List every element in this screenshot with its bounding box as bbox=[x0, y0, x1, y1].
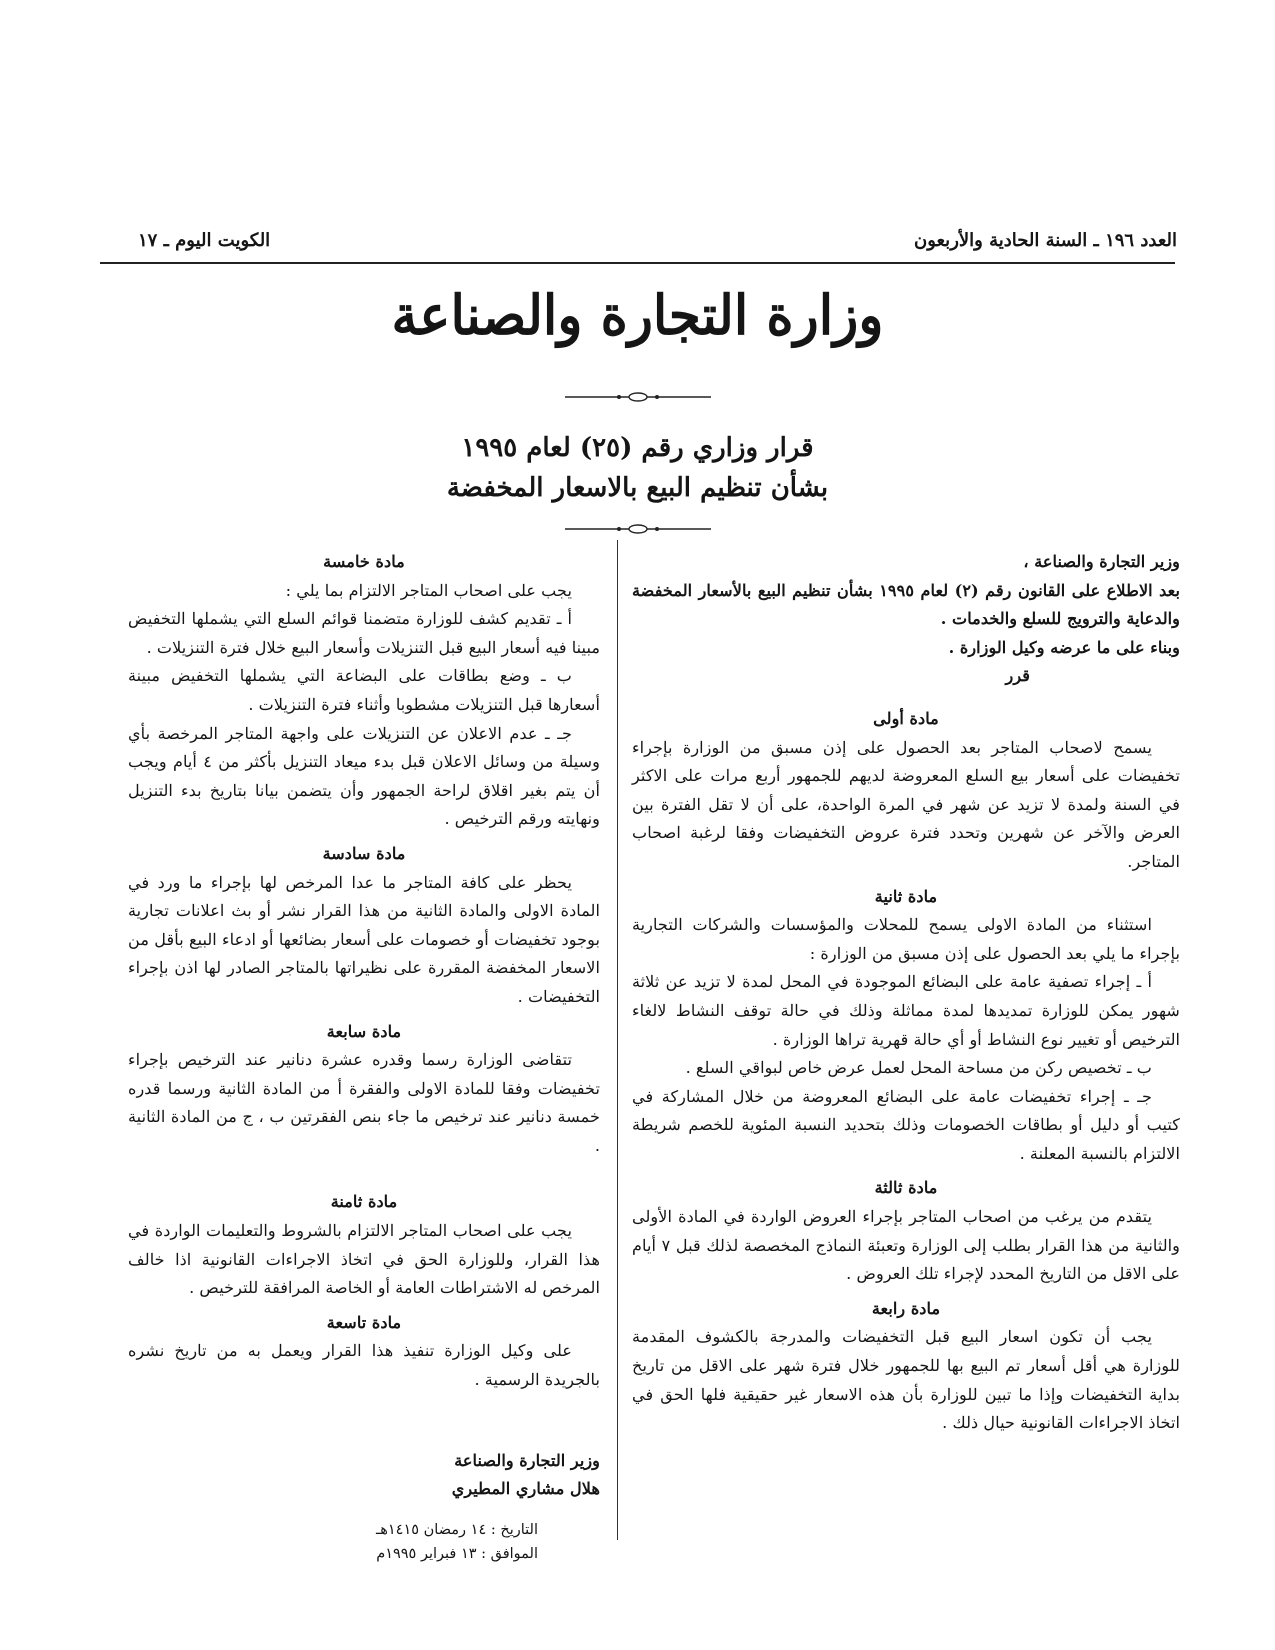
date-block bbox=[128, 1518, 538, 1566]
ornament-divider-icon bbox=[563, 522, 713, 536]
signature-name: هلال مشاري المطيري bbox=[451, 1479, 600, 1499]
article-5-item-a: أ ـ تقديم كشف للوزارة متضمنا قوائم السلع التي يشملها التخفيض مبينا فيه أسعار البيع قبل التنزيلات وأسعار البيع خلال فترة التنزيلات . bbox=[128, 609, 600, 657]
issue-number: العدد ١٩٦ ـ السنة الحادية والأربعون bbox=[913, 230, 1177, 251]
hijri-date: التاريخ : ١٤ رمضان ١٤١٥هـ bbox=[375, 1521, 538, 1538]
signature-title: وزير التجارة والصناعة bbox=[454, 1450, 600, 1470]
article-6-text: يحظر على كافة المتاجر ما عدا المرخص لها بإجراء ما ورد في المادة الاولى والمادة الثانية من هذا القرار نشر أو بث اعلانات تجارية بوجود تخفيضات أو خصومات على أسعار بضائعها أو ادعاء البيع بأقل من الاسعار المخفضة المقررة على نظيراتها بالمتاجر الصادر لها اذن بإجراء التخفيضات . bbox=[128, 872, 600, 1006]
article-2-item-a: أ ـ إجراء تصفية عامة على البضائع الموجودة في المحل لمدة لا تزيد عن ثلاثة شهور يمكن للوزارة تمديدها لمدة مماثلة وذلك في حالة توقف النشاط لالغاء الترخيص أو تغيير نوع النشاط أو أي حالة قهرية تراها الوزارة . bbox=[632, 972, 1180, 1049]
gazette-name: الكويت اليوم ـ ١٧ bbox=[138, 230, 271, 251]
preamble-minister: وزير التجارة والصناعة ، bbox=[1023, 552, 1180, 571]
decree-subject: بشأن تنظيم البيع بالاسعار المخفضة bbox=[446, 473, 829, 503]
header-divider bbox=[100, 262, 1175, 264]
right-column bbox=[632, 548, 1180, 1438]
decree-number: قرار وزاري رقم (٢٥) لعام ١٩٩٥ bbox=[461, 433, 814, 463]
article-2-heading: مادة ثانية bbox=[874, 886, 938, 906]
column-divider bbox=[617, 540, 618, 1540]
article-6-heading: مادة سادسة bbox=[322, 843, 406, 863]
article-9-text: على وكيل الوزارة تنفيذ هذا القرار ويعمل به من تاريخ نشره بالجريدة الرسمية . bbox=[128, 1341, 600, 1390]
preamble-proposal: وبناء على ما عرضه وكيل الوزارة . bbox=[948, 637, 1180, 657]
gregorian-date: الموافق : ١٣ فبراير ١٩٩٥م bbox=[376, 1545, 538, 1562]
ministry-calligraphy-title: وزارة التجارة والصناعة bbox=[391, 283, 884, 348]
preamble-decided: قرر bbox=[1005, 666, 1030, 686]
article-7-heading: مادة سابعة bbox=[326, 1021, 402, 1041]
article-2-intro: استثناء من المادة الاولى يسمح للمحلات والمؤسسات والشركات التجارية بإجراء ما يلي بعد الحصول على إذن مسبق من الوزارة : bbox=[632, 915, 1180, 963]
article-9-heading: مادة تاسعة bbox=[326, 1312, 402, 1332]
article-4-text: يجب أن تكون اسعار البيع قبل التخفيضات والمدرجة بالكشوف المقدمة للوزارة هي أقل أسعار تم البيع بها للجمهور خلال فترة شهر على الاقل من تاريخ بداية التخفيضات وإذا ما تبين للوزارة بأن هذه الاسعار غير حقيقية فلها الحق في اتخاذ الاجراءات القانونية حيال ذلك . bbox=[632, 1327, 1180, 1433]
article-2-item-b: ب ـ تخصيص ركن من مساحة المحل لعمل عرض خاص لبواقي السلع . bbox=[685, 1058, 1152, 1078]
article-1-heading: مادة أولى bbox=[873, 708, 939, 728]
decree-title bbox=[0, 428, 1275, 508]
article-2-item-c: جـ ـ إجراء تخفيضات عامة على البضائع المعروضة من خلال المشاركة في كتيب أو دليل أو بطاقات الخصومات وذلك بتحديد النسبة المئوية للخصم شريطة الالتزام بالنسبة المعلنة . bbox=[632, 1086, 1180, 1163]
article-5-item-c: جـ ـ عدم الاعلان عن التنزيلات على واجهة المتاجر المرخصة بأي وسيلة من وسائل الاعلان قبل بدء ميعاد التنزيل بأكثر من ٤ أيام ويجب أن يتم بغير اقلاق لراحة الجمهور وأن يتضمن بيانا بتاريخ بدء التنزيل ونهايته ورقم الترخيص . bbox=[128, 723, 600, 829]
ornament-divider-icon bbox=[563, 390, 713, 404]
left-column bbox=[128, 548, 600, 1566]
article-5-intro: يجب على اصحاب المتاجر الالتزام بما يلي : bbox=[285, 580, 572, 600]
article-4-heading: مادة رابعة bbox=[871, 1298, 941, 1318]
article-5-heading: مادة خامسة bbox=[323, 552, 405, 571]
article-3-text: يتقدم من يرغب من اصحاب المتاجر بإجراء العروض الواردة في المادة الأولى والثانية من هذا القرار بطلب إلى الوزارة وتعبئة النماذج المخصصة لذلك قبل ٧ أيام على الاقل من التاريخ المحدد لإجراء تلك العروض . bbox=[632, 1207, 1180, 1284]
article-8-text: يجب على اصحاب المتاجر الالتزام بالشروط والتعليمات الواردة في هذا القرار، وللوزارة الحق في اتخاذ الاجراءات القانونية اذا خالف المرخص له الاشتراطات العامة أو الخاصة المرافقة للترخيص . bbox=[128, 1221, 600, 1298]
signature-block bbox=[128, 1447, 600, 1504]
preamble-reference: بعد الاطلاع على القانون رقم (٢) لعام ١٩٩٥ بشأن تنظيم البيع بالأسعار المخفضة والدعاية والترويج للسلع والخدمات . bbox=[632, 580, 1180, 629]
article-3-heading: مادة ثالثة bbox=[874, 1178, 938, 1198]
article-1-text: يسمح لاصحاب المتاجر بعد الحصول على إذن مسبق من الوزارة بإجراء تخفيضات على أسعار بيع السلع المعروضة لديهم للجمهور أربع مرات على الاكثر في السنة ولمدة لا تزيد عن شهر في المرة الواحدة، على أن لا تقل الفترة بين العرض والآخر عن شهرين وتحدد فترة عروض التخفيضات وفقا لرغبة اصحاب المتاجر. bbox=[632, 737, 1180, 871]
article-5-item-b: ب ـ وضع بطاقات على البضاعة التي يشملها التخفيض مبينة أسعارها قبل التنزيلات مشطوبا وأثناء فترة التنزيلات . bbox=[128, 666, 600, 714]
article-7-text: تتقاضى الوزارة رسما وقدره عشرة دنانير عند الترخيص بإجراء تخفيضات وفقا للمادة الاولى والفقرة أ من المادة الثانية ورسما قدره خمسة دنانير عند ترخيص ما جاء بنص الفقرتين ب ، ج من المادة الثانية . bbox=[128, 1050, 600, 1155]
article-8-heading: مادة ثامنة bbox=[330, 1192, 398, 1212]
